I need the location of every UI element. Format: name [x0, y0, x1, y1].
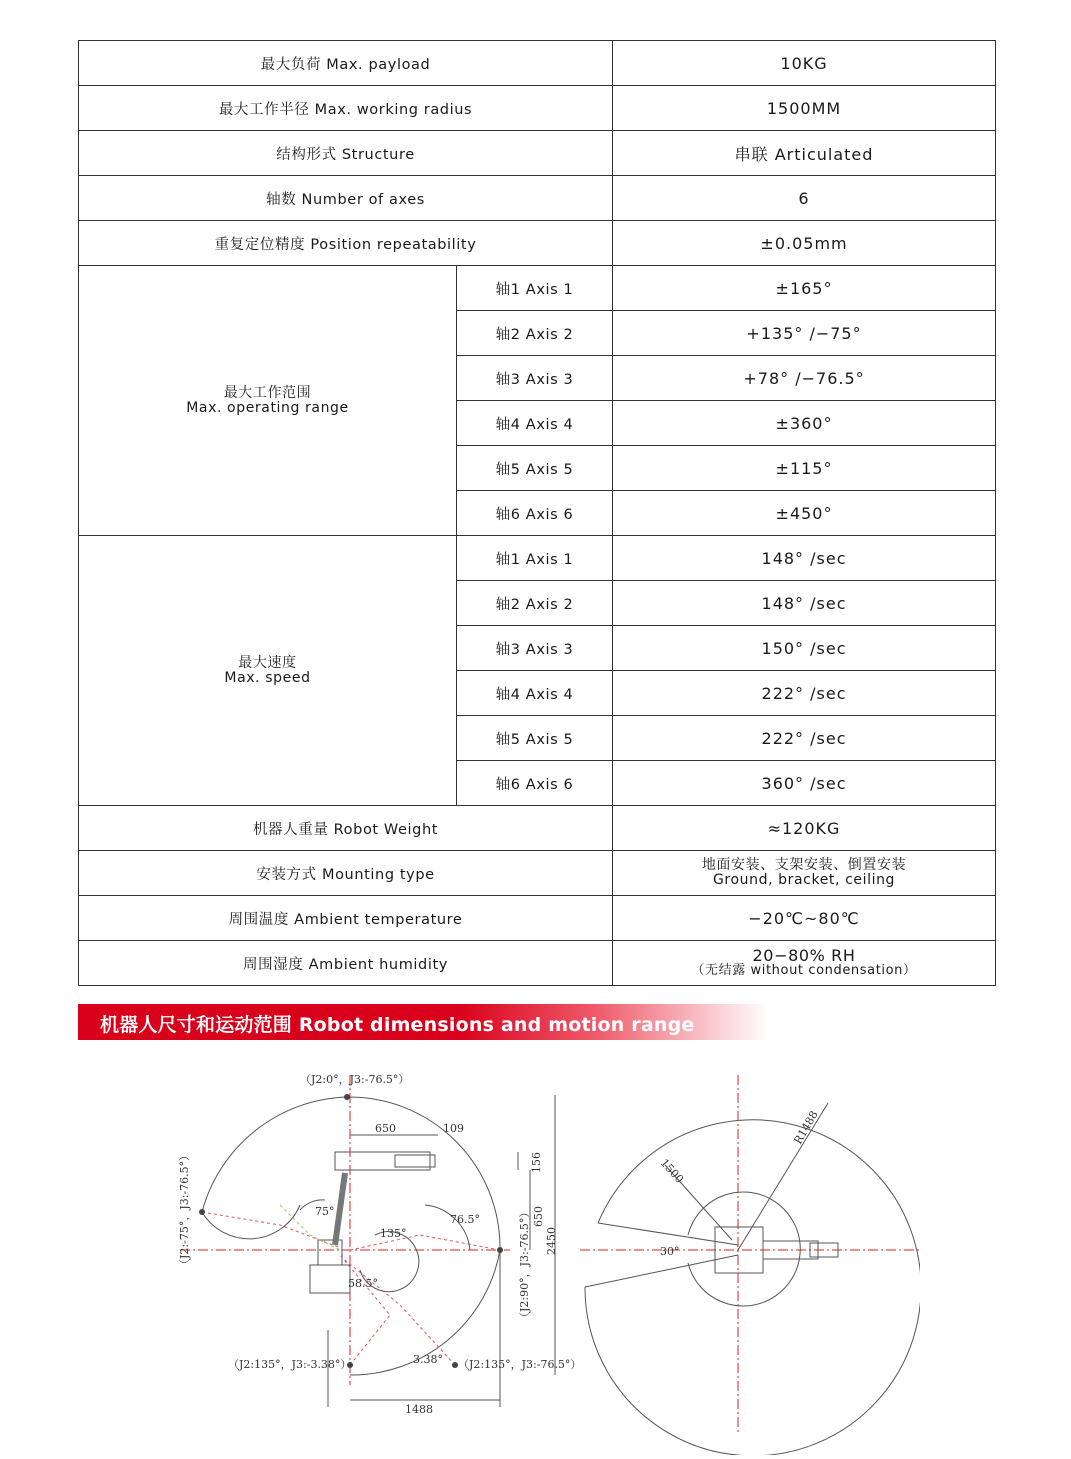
top-1500: 1500 — [657, 1156, 687, 1186]
top-30-degree: 30° — [660, 1245, 680, 1258]
range-axis-2: 轴2 Axis 2 — [457, 311, 613, 356]
mounting-label: 安装方式 Mounting type — [79, 851, 613, 896]
label-left: （J2:-75°，J3:-76.5°） — [178, 1149, 191, 1270]
dim-650: 650 — [375, 1122, 396, 1135]
angle-58-5: 58.5° — [348, 1277, 378, 1290]
speed-value-5: 222° /sec — [613, 716, 996, 761]
axes-value: 6 — [613, 176, 996, 221]
range-axis-6: 轴6 Axis 6 — [457, 491, 613, 536]
spec-table — [78, 40, 996, 986]
repeatability-value: ±0.05mm — [613, 221, 996, 266]
robot-base — [310, 1265, 350, 1293]
angle-135: 135° — [380, 1227, 407, 1240]
max-speed-label-cn: 最大速度 — [238, 654, 297, 671]
label-top: （J2:0°，J3:-76.5°） — [300, 1073, 410, 1086]
structure-label: 结构形式 Structure — [79, 131, 613, 176]
speed-value-4: 222° /sec — [613, 671, 996, 716]
range-value-4: ±360° — [613, 401, 996, 446]
max-speed-label — [79, 536, 457, 806]
payload-value: 10KG — [613, 41, 996, 86]
range-value-3: +78° /−76.5° — [613, 356, 996, 401]
speed-axis-2: 轴2 Axis 2 — [457, 581, 613, 626]
humidity-value-main: 20−80% RH — [752, 946, 856, 965]
range-value-5: ±115° — [613, 446, 996, 491]
dim-156: 156 — [530, 1152, 543, 1173]
max-speed-label-en: Max. speed — [224, 669, 311, 686]
pose-right — [350, 1235, 500, 1250]
marker-right — [497, 1247, 503, 1253]
radius-value: 1500MM — [613, 86, 996, 131]
repeatability-label: 重复定位精度 Position repeatability — [79, 221, 613, 266]
humidity-value — [613, 941, 996, 986]
angle-3-38: 3.38° — [413, 1353, 443, 1366]
envelope-arc-inner — [202, 1097, 347, 1212]
humidity-label: 周围湿度 Ambient humidity — [79, 941, 613, 986]
operating-range-label — [79, 266, 457, 536]
speed-value-6: 360° /sec — [613, 761, 996, 806]
speed-axis-3: 轴3 Axis 3 — [457, 626, 613, 671]
section-title: 机器人尺寸和运动范围 Robot dimensions and motion range — [100, 1014, 695, 1036]
robot-lower-arm — [335, 1173, 345, 1245]
speed-value-3: 150° /sec — [613, 626, 996, 671]
pose-bottom-right — [345, 1260, 455, 1365]
top-view — [580, 1075, 920, 1455]
top-envelope-outer — [585, 1120, 920, 1455]
temperature-value: −20℃~80℃ — [613, 896, 996, 941]
speed-axis-5: 轴5 Axis 5 — [457, 716, 613, 761]
mounting-value-en: Ground, bracket, ceiling — [712, 872, 896, 888]
label-right: （J2:90°，J3:-76.5°） — [518, 1206, 531, 1323]
range-value-1: ±165° — [613, 266, 996, 311]
temperature-label: 周围温度 Ambient temperature — [79, 896, 613, 941]
range-value-2: +135° /−75° — [613, 311, 996, 356]
range-value-6: ±450° — [613, 491, 996, 536]
range-axis-4: 轴4 Axis 4 — [457, 401, 613, 446]
dim-1488: 1488 — [405, 1403, 433, 1416]
dim-109: 109 — [443, 1122, 464, 1135]
angle-76-5: 76.5° — [450, 1213, 480, 1226]
range-axis-3: 轴3 Axis 3 — [457, 356, 613, 401]
speed-axis-4: 轴4 Axis 4 — [457, 671, 613, 716]
operating-range-label-cn: 最大工作范围 — [223, 384, 312, 401]
label-bottom-left: （J2:135°，J3:-3.38°） — [228, 1358, 352, 1371]
envelope-arc-top — [347, 1097, 500, 1250]
mounting-value-cn: 地面安装、支架安装、倒置安装 — [701, 857, 907, 873]
top-sector-edge-1 — [598, 1223, 738, 1245]
radius-label: 最大工作半径 Max. working radius — [79, 86, 613, 131]
marker-top — [344, 1094, 350, 1100]
structure-value: 串联 Articulated — [613, 131, 996, 176]
speed-value-2: 148° /sec — [613, 581, 996, 626]
speed-axis-6: 轴6 Axis 6 — [457, 761, 613, 806]
axes-label: 轴数 Number of axes — [79, 176, 613, 221]
range-axis-5: 轴5 Axis 5 — [457, 446, 613, 491]
label-bottom-right: （J2:135°，J3:-76.5°） — [458, 1358, 582, 1371]
payload-label: 最大负荷 Max. payload — [79, 41, 613, 86]
speed-axis-1: 轴1 Axis 1 — [457, 536, 613, 581]
weight-label: 机器人重量 Robot Weight — [79, 806, 613, 851]
angle-75: 75° — [315, 1205, 335, 1218]
humidity-value-note: （无结露 without condensation） — [691, 963, 917, 978]
range-axis-1: 轴1 Axis 1 — [457, 266, 613, 311]
pose-bottom-left — [340, 1255, 390, 1365]
robot-wrist — [395, 1155, 435, 1167]
top-r1488: R1488 — [791, 1108, 821, 1147]
marker-left — [199, 1209, 205, 1215]
dim-2450: 2450 — [545, 1227, 558, 1255]
weight-value: ≈120KG — [613, 806, 996, 851]
dim-650-vertical: 650 — [532, 1206, 545, 1227]
dimension-drawing — [160, 1055, 920, 1455]
speed-value-1: 148° /sec — [613, 536, 996, 581]
operating-range-label-en: Max. operating range — [186, 399, 349, 416]
section-banner — [78, 1004, 768, 1040]
mounting-value — [613, 851, 996, 896]
